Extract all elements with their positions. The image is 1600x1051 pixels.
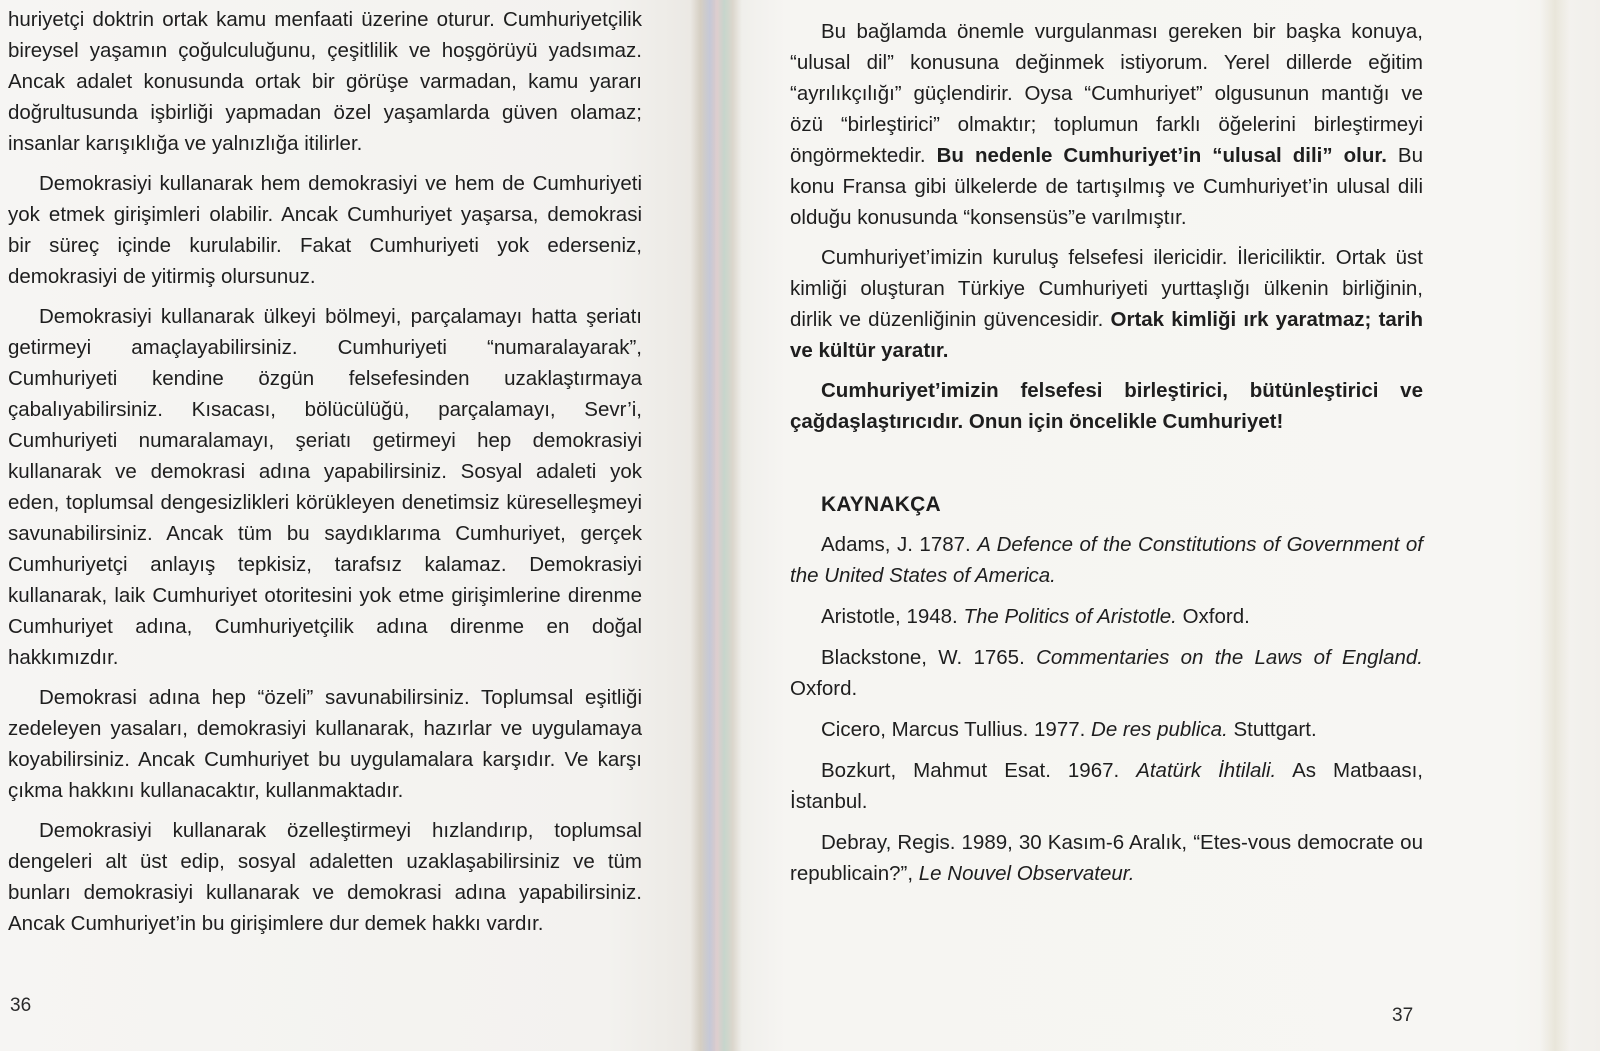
- reference-rest: Oxford.: [1176, 605, 1250, 628]
- paragraph-text: Cumhuriyet’imizin kuruluş felsefesi ilericidir. İlericiliktir. Ortak üst kimliği oluşturan Türkiye Cumhuriyeti yurttaşlığı ülkenin birliğinin, dirlik ve düzenliğinin güvencesidir.: [790, 246, 1423, 331]
- reference-title: Le Nouvel Observateur.: [918, 862, 1135, 885]
- reference-author: Aristotle, 1948.: [821, 605, 964, 628]
- left-text-column: [8, 4, 642, 948]
- paragraph-conclusion: Cumhuriyet’imizin felsefesi birleştirici, bütünleştirici ve çağdaşlaştırıcıdır. Onun için öncelikle Cumhuriyet!: [790, 379, 1423, 433]
- reference-author: Blackstone, W. 1765.: [821, 646, 1037, 669]
- paragraph-bold-text: Bu nedenle Cumhuriyet’in “ulusal dili” olur.: [936, 144, 1387, 167]
- paragraph: Demokrasiyi kullanarak ülkeyi bölmeyi, parçalamayı hatta şeriatı getirmeyi amaçlayabilirsiniz. Cumhuriyeti “numaralayarak”, Cumhuriyeti kendine özgün felsefesinden uzaklaştırmaya çabalıyabilirsiniz. Kısacası, bölücülüğü, parçalamayı, Sevr’i, Cumhuriyeti numaralamayı, şeriatı getirmeyi hep demokrasiyi kullanarak ve demokrasi adına yapabilirsiniz. Sosyal adaleti yok eden, toplumsal dengesizlikleri körükleyen denetimsiz küreselleşmeyi savunabilirsiniz. Ancak tüm bu saydıklarıma Cumhuriyet, gerçek Cumhuriyetçi anlayış tepkisiz, tarafsız kalamaz. Demokrasiyi kullanarak, laik Cumhuriyet otoritesini yok etme girişimlerine direnme Cumhuriyet adına, Cumhuriyetçilik adına direnme en doğal hakkımızdır.: [8, 305, 642, 669]
- reference-rest: As Matbaası, İstanbul.: [790, 759, 1424, 813]
- reference-rest: Stuttgart.: [1227, 718, 1317, 741]
- paragraph: huriyetçi doktrin ortak kamu menfaati üzerine oturur. Cumhuriyetçilik bireysel yaşamın çoğulculuğunu, çeşitlilik ve hoşgörüyü yadsımaz. Ancak adalet konusunda ortak bir görüşe varmadan, kamu yararı doğrultusunda işbirliği yapmadan özel yaşamlarda güven olamaz; insanlar karışıklığa ve yalnızlığa itilirler.: [8, 8, 642, 155]
- reference-title: Commentaries on the Laws of England.: [1036, 646, 1423, 669]
- reference-item: [790, 755, 1423, 817]
- right-page: [715, 0, 1600, 1051]
- reference-author: Debray, Regis. 1989, 30 Kasım-6 Aralık, “Etes-vous democrate ou republicain?”,: [790, 831, 1423, 885]
- reference-item: [790, 714, 1423, 745]
- reference-title: The Politics of Aristotle.: [963, 605, 1177, 628]
- reference-author: Adams, J. 1787.: [821, 533, 978, 556]
- right-text-column: [790, 16, 1423, 899]
- reference-item: [790, 642, 1423, 704]
- paragraph-founding-philosophy: [790, 242, 1423, 366]
- reference-title: A Defence of the Constitutions of Government of the United States of America.: [790, 533, 1423, 587]
- paragraph: Demokrasi adına hep “özeli” savunabilirsiniz. Toplumsal eşitliği zedeleyen yasaları, demokrasiyi kullanarak, hazırlar ve uygulamaya koyabilirsiniz. Ancak Cumhuriyet bu uygulamalara karşıdır. Ve karşı çıkma hakkını kullanacaktır, kullanmaktadır.: [8, 686, 642, 802]
- paragraph: Demokrasiyi kullanarak özelleştirmeyi hızlandırıp, toplumsal dengeleri alt üst edip, sosyal adaletten uzaklaşabilirsiniz ve tüm bunları demokrasiyi kullanarak ve demokrasi adına yapabilirsiniz. Ancak Cumhuriyet’in bu girişimlere dur demek hakkı vardır.: [8, 819, 642, 935]
- references-heading: KAYNAKÇA: [821, 493, 941, 516]
- paragraph-national-language: [790, 16, 1423, 233]
- reference-item: [790, 827, 1423, 889]
- reference-rest: Oxford.: [790, 677, 858, 700]
- reference-title: Atatürk İhtilali.: [1136, 759, 1277, 782]
- reference-author: Bozkurt, Mahmut Esat. 1967.: [821, 759, 1137, 782]
- paragraph-text: Bu bağlamda önemle vurgulanması gereken bir başka konuya, “ulusal dil” konusuna değinmek istiyorum. Yerel dillerde eğitim “ayrılıkçılığı” güçlendirir. Oysa “Cumhuriyet” olgusunun mantığı ve özü “birleştirici” olmaktır; toplumun farklı öğelerini birleştirmeyi öngörmektedir.: [790, 20, 1423, 167]
- paragraph: Demokrasiyi kullanarak hem demokrasiyi ve hem de Cumhuriyeti yok etmek girişimleri olabilir. Ancak Cumhuriyet yaşarsa, demokrasi bir süreç içinde kurulabilir. Fakat Cumhuriyeti yok ederseniz, demokrasiyi de yitirmiş olursunuz.: [8, 172, 642, 288]
- page-number-right: 37: [1392, 1005, 1414, 1026]
- reference-item: [790, 601, 1423, 632]
- reference-title: De res publica.: [1091, 718, 1228, 741]
- paragraph-bold-text: Ortak kimliği ırk yaratmaz; tarih ve kültür yaratır.: [790, 308, 1423, 362]
- paragraph-text: Bu konu Fransa gibi ülkelerde de tartışılmış ve Cumhuriyet’in ulusal dili olduğu konusunda “konsensüs”e varılmıştır.: [790, 144, 1423, 229]
- left-page: [0, 0, 715, 1051]
- reference-item: [790, 529, 1423, 591]
- page-number-left: 36: [10, 995, 32, 1016]
- reference-author: Cicero, Marcus Tullius. 1977.: [821, 718, 1092, 741]
